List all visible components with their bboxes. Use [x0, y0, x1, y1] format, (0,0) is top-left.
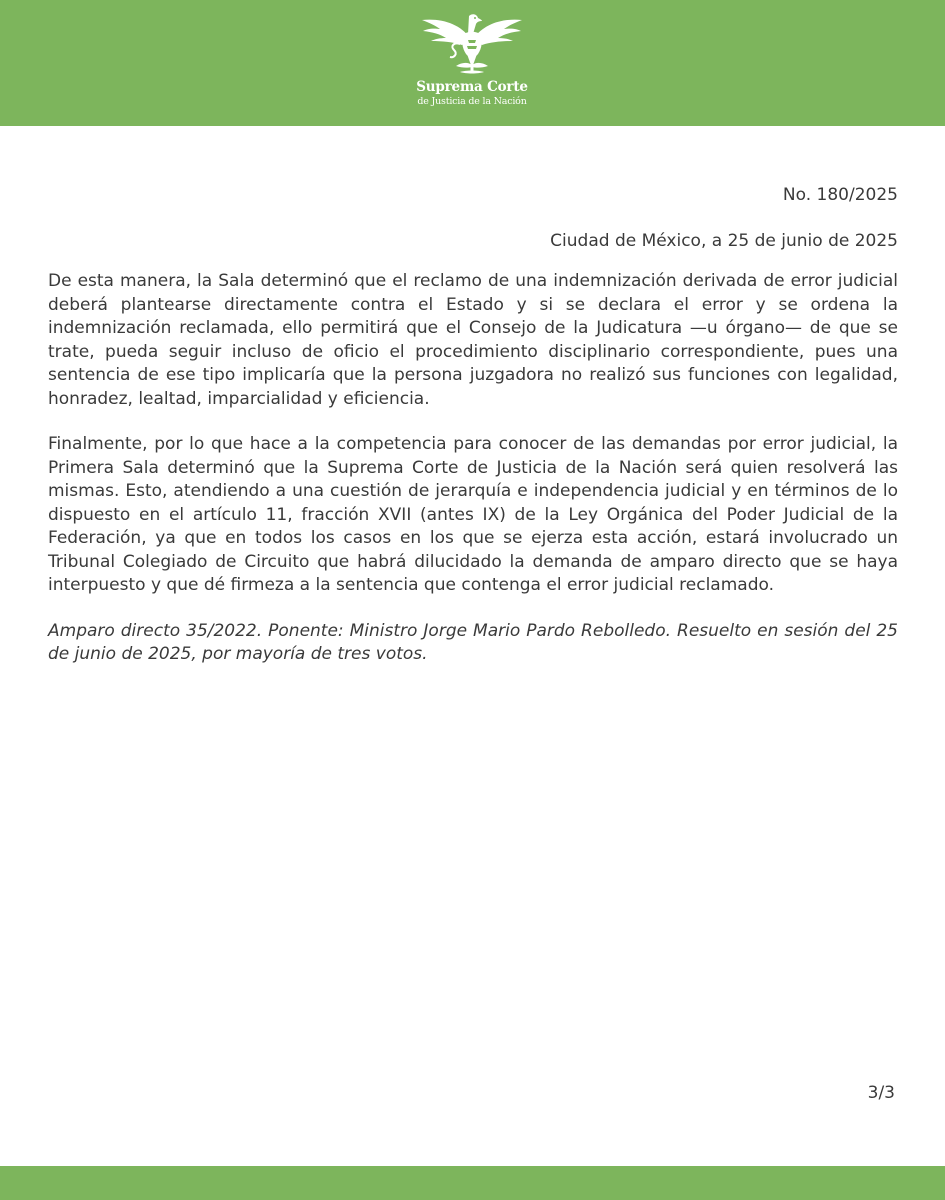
case-note: Amparo directo 35/2022. Ponente: Ministro Jorge Mario Pardo Rebolledo. Resuelto en sesión del 25 de junio de 2025, por mayoría de tres votos. — [48, 620, 898, 664]
document-number: No. 180/2025 — [782, 185, 898, 205]
document-body — [48, 270, 898, 689]
paragraph-1: De esta manera, la Sala determinó que el reclamo de una indemnización derivada de error judicial deberá plantearse directamente contra el Estado y si se declara el error y se ordena la indemnización reclamada, ello permitirá que el Consejo de la Judicatura —u órgano— de que se trate, pueda seguir incluso de oficio el procedimiento disciplinario correspondiente, pues una sentencia de ese tipo implicaría que la persona juzgadora no realizó sus funciones con legalidad, honradez, lealtad, imparcialidad y eficiencia. — [48, 271, 898, 409]
paragraph-2: Finalmente, por lo que hace a la competencia para conocer de las demandas por error judicial, la Primera Sala determinó que la Suprema Corte de Justicia de la Nación será quien resolverá las mismas. Esto, atendiendo a una cuestión de jerarquía e independencia judicial y en términos de lo dispuesto en el artículo 11, fracción XVII (antes IX) de la Ley Orgánica del Poder Judicial de la Federación, ya que en todos los casos en los que se ejerza esta acción, estará involucrado un Tribunal Colegiado de Circuito que habrá dilucidado la demanda de amparo directo que se haya interpuesto y que dé firmeza a la sentencia que contenga el error judicial reclamado. — [48, 434, 898, 595]
document-date: Ciudad de México, a 25 de junio de 2025 — [550, 231, 898, 251]
scjn-logo — [0, 0, 945, 126]
logo-title: Suprema Corte — [416, 79, 528, 95]
footer-banner — [0, 1166, 945, 1200]
eagle-emblem-icon — [420, 10, 524, 76]
logo-subtitle: de Justicia de la Nación — [417, 96, 527, 107]
header-banner — [0, 0, 945, 126]
page-number: 3/3 — [867, 1083, 895, 1103]
